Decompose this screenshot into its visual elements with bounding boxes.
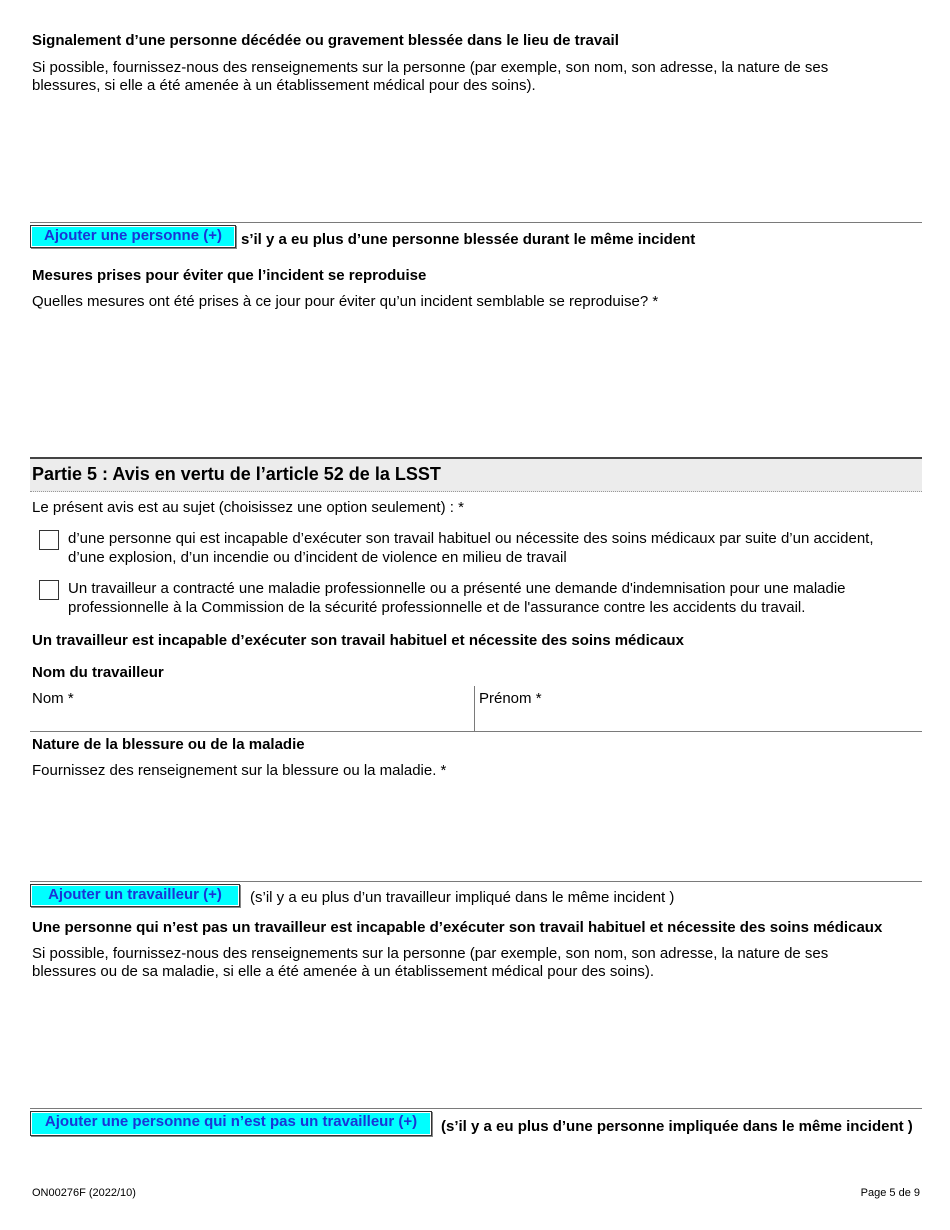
measures-question: Quelles mesures ont été prises à ce jour pour éviter qu’un incident semblable se reproduise? * bbox=[32, 293, 659, 310]
part5-header bbox=[30, 457, 922, 492]
injury-question: Fournissez des renseignement sur la blessure ou la maladie. * bbox=[32, 762, 447, 779]
divider bbox=[30, 1108, 922, 1109]
nonworker-heading: Une personne qui n’est pas un travailleur est incapable d’exécuter son travail habituel et nécessite des soins médicaux bbox=[32, 919, 883, 936]
add-nonworker-note: (s’il y a eu plus d’une personne impliquée dans le même incident ) bbox=[441, 1118, 913, 1135]
measures-heading: Mesures prises pour éviter que l’incident se reproduise bbox=[32, 267, 427, 284]
page-number: Page 5 de 9 bbox=[860, 1187, 920, 1199]
option2-line2: professionnelle à la Commission de la sécurité professionnelle et de l'assurance contre les accidents du travail. bbox=[68, 599, 806, 616]
option1-line2: d’une explosion, d’un incendie ou d’incident de violence en milieu de travail bbox=[68, 549, 567, 566]
option2-line1: Un travailleur a contracté une maladie professionnelle ou a présenté une demande d'indemnisation pour une maladie bbox=[68, 580, 846, 597]
option1-line1: d’une personne qui est incapable d’exécuter son travail habituel ou nécessite des soins médicaux par suite d’un accident, bbox=[68, 530, 874, 547]
form-id: ON00276F (2022/10) bbox=[32, 1187, 136, 1199]
divider bbox=[30, 222, 922, 223]
add-worker-note: (s’il y a eu plus d’un travailleur impliqué dans le même incident ) bbox=[250, 889, 675, 906]
part5-title: Partie 5 : Avis en vertu de l’article 52 de la LSST bbox=[32, 464, 441, 484]
deceased-instructions-line2: blessures, si elle a été amenée à un établissement médical pour des soins). bbox=[32, 77, 536, 94]
add-person-note: s’il y a eu plus d’une personne blessée durant le même incident bbox=[241, 231, 696, 248]
nonworker-line2: blessures ou de sa maladie, si elle a été amenée à un établissement médical pour des soins). bbox=[32, 963, 655, 980]
divider bbox=[30, 881, 922, 882]
option1-checkbox[interactable] bbox=[39, 530, 59, 550]
injury-heading: Nature de la blessure ou de la maladie bbox=[32, 736, 305, 753]
nonworker-line1: Si possible, fournissez-nous des renseignements sur la personne (par exemple, son nom, son adresse, la nature de ses bbox=[32, 945, 829, 962]
last-name-label: Nom * bbox=[32, 690, 74, 707]
deceased-heading: Signalement d’une personne décédée ou gravement blessée dans le lieu de travail bbox=[32, 32, 619, 49]
measures-field[interactable] bbox=[30, 314, 922, 454]
option2-checkbox[interactable] bbox=[39, 580, 59, 600]
worker-name-heading: Nom du travailleur bbox=[32, 664, 164, 681]
deceased-instructions-line1: Si possible, fournissez-nous des renseignements sur la personne (par exemple, son nom, son adresse, la nature de ses bbox=[32, 59, 829, 76]
add-person-button[interactable]: Ajouter une personne (+) bbox=[30, 225, 236, 248]
last-name-field[interactable] bbox=[30, 686, 474, 731]
add-nonworker-button[interactable]: Ajouter une personne qui n’est pas un travailleur (+) bbox=[30, 1111, 432, 1136]
worker-heading: Un travailleur est incapable d’exécuter son travail habituel et nécessite des soins médicaux bbox=[32, 632, 684, 649]
nonworker-info-field[interactable] bbox=[30, 985, 922, 1107]
first-name-field[interactable] bbox=[475, 686, 922, 731]
injury-field[interactable] bbox=[30, 783, 922, 881]
divider bbox=[30, 731, 922, 732]
part5-intro: Le présent avis est au sujet (choisissez une option seulement) : * bbox=[32, 499, 464, 516]
add-worker-button[interactable]: Ajouter un travailleur (+) bbox=[30, 884, 240, 907]
deceased-info-field[interactable] bbox=[30, 98, 922, 222]
first-name-label: Prénom * bbox=[479, 690, 542, 707]
